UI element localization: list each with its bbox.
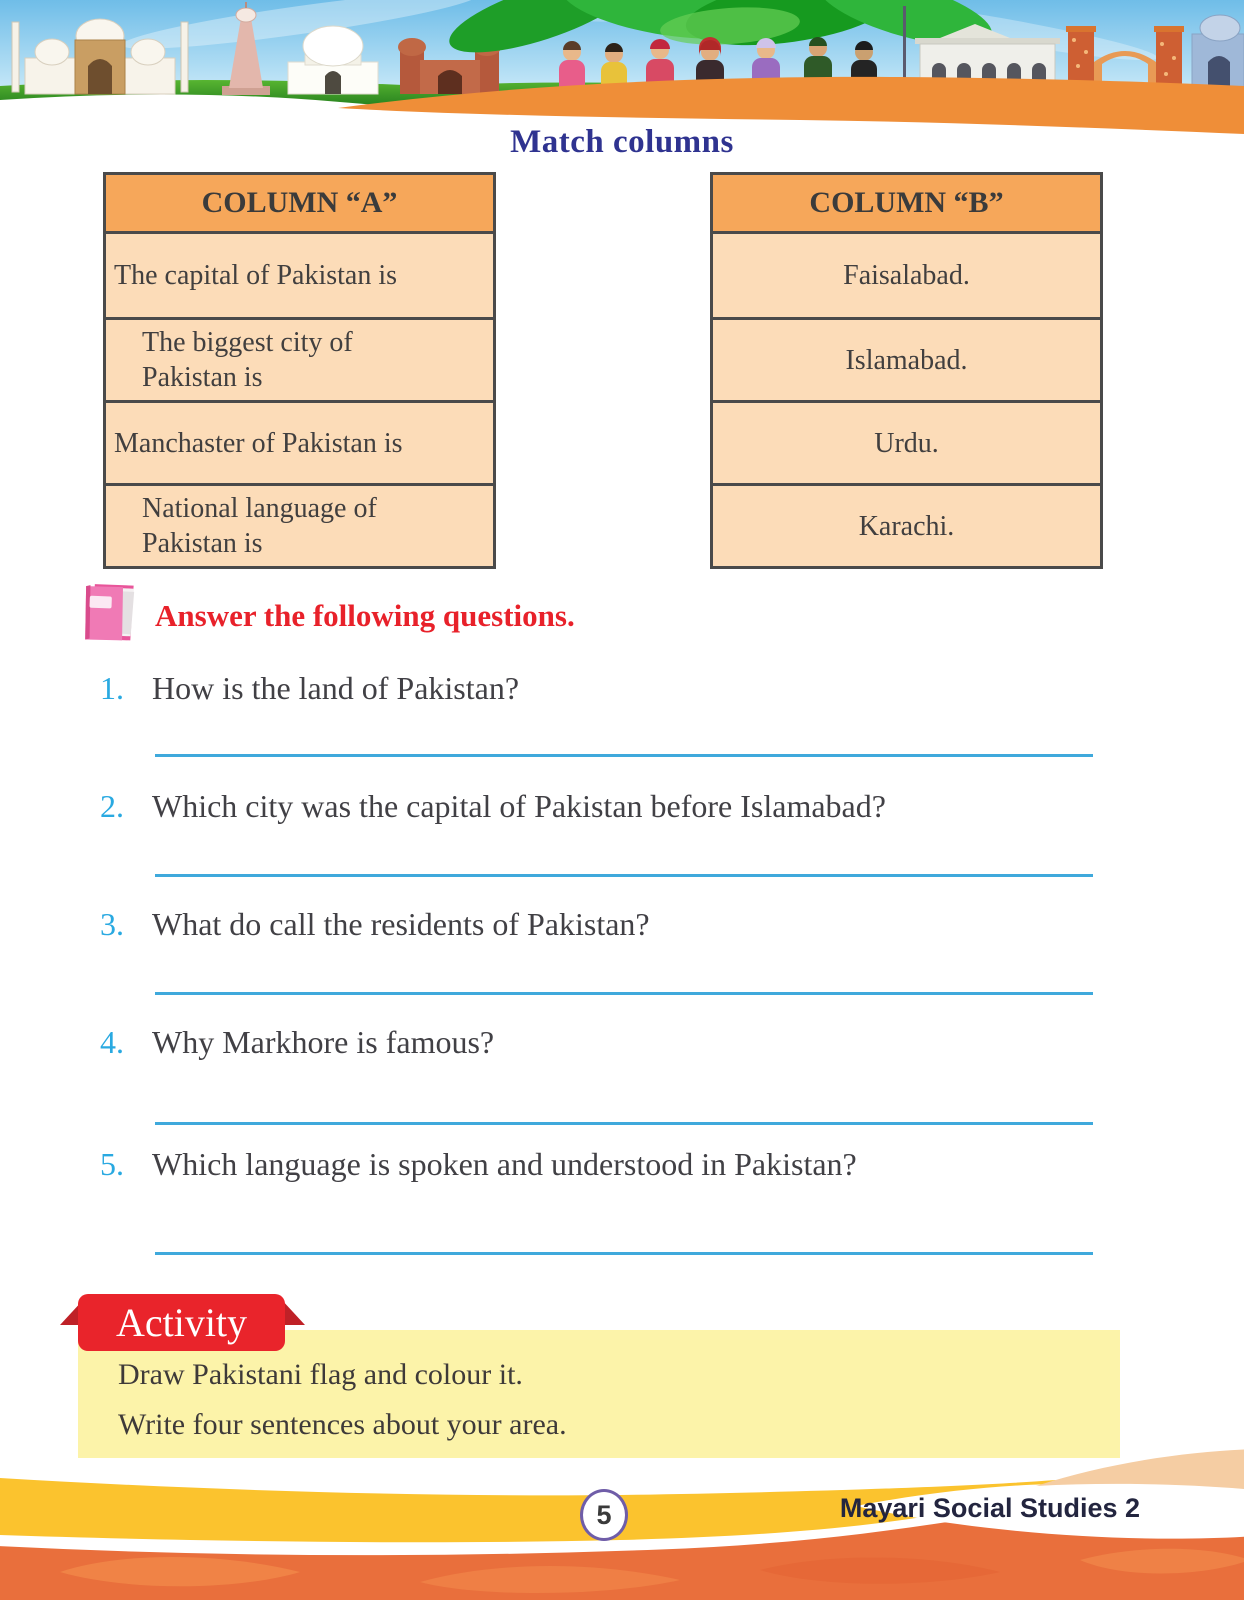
column-a-table: [103, 172, 496, 569]
table-row: National language of Pakistan is: [106, 483, 493, 566]
question-text: Why Markhore is famous?: [152, 1024, 495, 1060]
book-icon: [60, 576, 155, 652]
answer-line: [155, 874, 1093, 877]
table-row: The biggest city of Pakistan is: [106, 317, 493, 400]
answer-line: [155, 992, 1093, 995]
page-number: 5: [596, 1499, 612, 1530]
table-row: The capital of Pakistan is: [114, 260, 398, 291]
question-item: [100, 1146, 1120, 1183]
question-text: How is the land of Pakistan?: [152, 670, 520, 706]
column-b-header: COLUMN “B”: [713, 175, 1100, 234]
question-number: 4.: [100, 1024, 124, 1060]
question-text: Which city was the capital of Pakistan before Islamabad?: [152, 788, 886, 824]
column-b-table: [710, 172, 1103, 569]
table-row: Faisalabad.: [843, 260, 970, 291]
page-title: Match columns: [510, 124, 734, 160]
question-number: 1.: [100, 670, 124, 706]
activity-instruction: Write four sentences about your area.: [118, 1408, 567, 1441]
column-a-header: COLUMN “A”: [106, 175, 493, 234]
book-title: Mayari Social Studies 2: [839, 1493, 1140, 1523]
activity-label: Activity: [78, 1294, 285, 1351]
answer-line: [155, 1252, 1093, 1255]
activity-instruction: Draw Pakistani flag and colour it.: [118, 1358, 523, 1391]
question-item: [100, 788, 1120, 825]
question-number: 3.: [100, 906, 124, 942]
question-text: Which language is spoken and understood in Pakistan?: [152, 1146, 857, 1182]
question-item: [100, 1024, 1120, 1061]
header-swoosh: [0, 60, 1244, 180]
table-row: Urdu.: [713, 400, 1100, 483]
question-number: 2.: [100, 788, 124, 824]
table-row: Islamabad.: [713, 317, 1100, 400]
page-number-badge: [580, 1489, 628, 1541]
answer-line: [155, 1122, 1093, 1125]
question-text: What do call the residents of Pakistan?: [152, 906, 650, 942]
questions-heading: Answer the following questions.: [155, 598, 575, 633]
question-item: [100, 906, 1120, 943]
table-row: Karachi.: [713, 483, 1100, 566]
question-number: 5.: [100, 1146, 124, 1182]
answer-line: [155, 754, 1093, 757]
table-row: Manchaster of Pakistan is: [106, 400, 493, 483]
question-item: [100, 670, 1120, 707]
